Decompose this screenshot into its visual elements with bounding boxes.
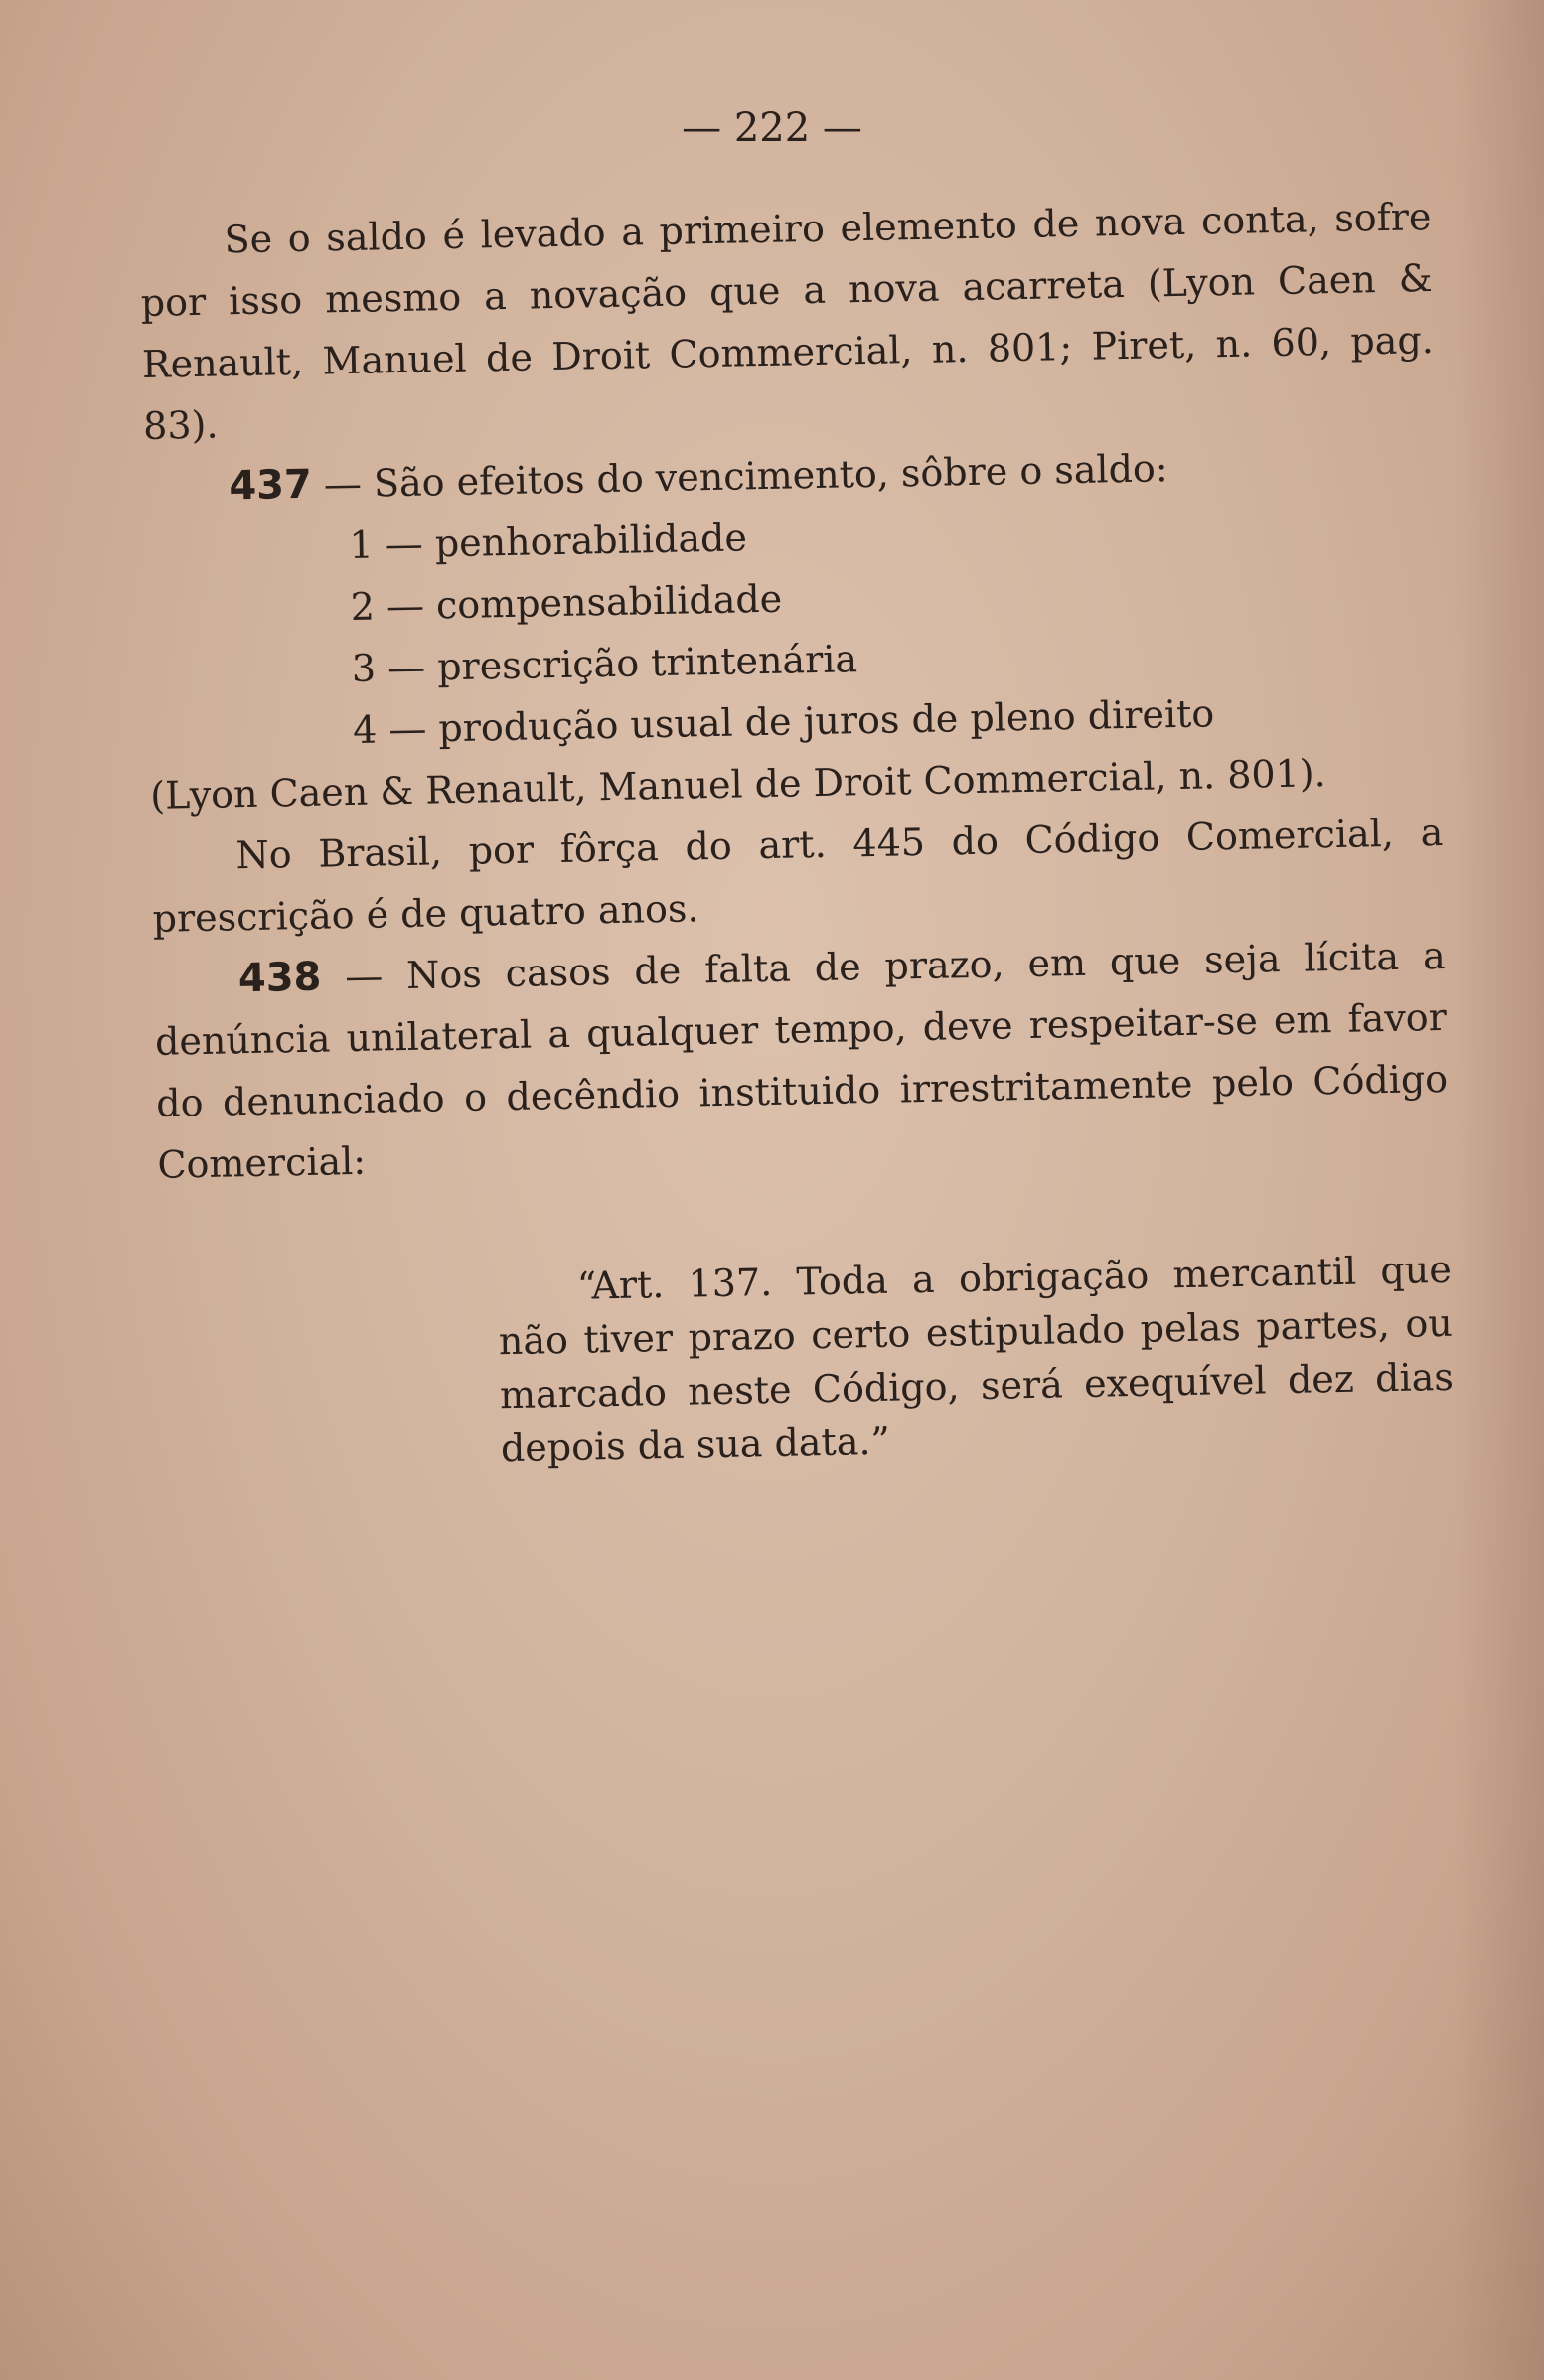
effects-list bbox=[145, 494, 1442, 765]
list-item: 1 — penhorabilidade bbox=[349, 516, 748, 567]
citation-lyon-caen: (Lyon Caen & Renault, Manuel de Droit Commercial, n. 801). bbox=[149, 751, 1327, 818]
paragraph-brasil-prescricao: No Brasil, por fôrça do art. 445 do Código Comercial, a prescrição é de quatro anos. bbox=[152, 810, 1444, 941]
list-item: 4 — produção usual de juros de pleno direito bbox=[352, 691, 1215, 752]
section-437-number: 437 bbox=[228, 461, 313, 510]
page-number: — 222 — bbox=[682, 105, 862, 151]
paragraph-saldo-novacao: Se o saldo é levado a primeiro elemento de nova conta, sofre por isso mesmo a novação que a nova acarreta (Lyon Caen & Renault, Manuel de Droit Commercial, n. 801; Piret, n. 60, pag. 83). bbox=[140, 195, 1435, 448]
article-137-quote bbox=[497, 1243, 1455, 1475]
section-438-number: 438 bbox=[237, 954, 322, 1002]
list-item: 3 — prescrição trintenária bbox=[351, 637, 858, 690]
section-438-text: — Nos casos de falta de prazo, em que seja lícita a denúncia unilateral a qualquer tempo, deve respeitar-se em favor do denunciado o decêndio instituido irrestritamente pelo Código Comercial: bbox=[154, 933, 1449, 1187]
section-437-intro: — São efeitos do vencimento, sôbre o saldo: bbox=[323, 446, 1168, 507]
section-438-paragraph bbox=[153, 925, 1450, 1196]
list-item: 2 — compensabilidade bbox=[350, 576, 783, 629]
quote-text: “Art. 137. Toda a obrigação mercantil que não tiver prazo certo estipulado pelas partes, ou marcado neste Código, será exequível dez dias depois da sua data.” bbox=[498, 1247, 1455, 1471]
page-body bbox=[139, 186, 1455, 1482]
